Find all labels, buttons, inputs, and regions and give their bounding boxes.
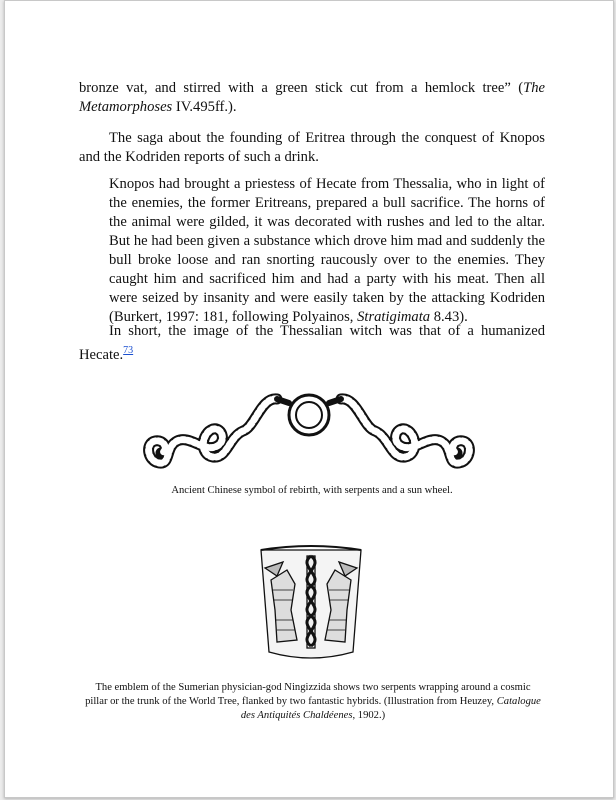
ningizzida-emblem-illustration — [247, 540, 375, 668]
paragraph-text: The saga about the founding of Eritrea through the conquest of Knopos and the Kodriden reports of such a drink. — [79, 130, 545, 165]
work-title: Stratigimata — [357, 309, 431, 325]
paragraph-text: IV.495ff.). — [172, 99, 237, 115]
document-page — [4, 0, 614, 798]
work-title: The Metamorphoses — [79, 80, 545, 115]
block-quote — [109, 175, 545, 327]
serpent-sun-wheel-illustration — [143, 387, 475, 477]
figure-2-caption: The emblem of the Sumerian physician-god Ningizzida shows two serpents wrapping around a cosmic pillar or the trunk of the World Tree, flanked by two fantastic hybrids. (Illustration from Heuzey, Catalogue des Antiquités Chaldéenes, 1902.) — [85, 682, 541, 721]
paragraph-text: In short, the image of the Thessalian witch was that of a humanized Hecate. — [79, 323, 545, 363]
catalogue-title: Catalogue des Antiquités Chaldéenes — [240, 696, 541, 721]
paragraph-summary — [79, 322, 545, 365]
quote-text: 8.43). — [430, 309, 468, 325]
paragraph-continuation — [79, 79, 545, 117]
quote-text: Knopos had brought a priestess of Hecate from Thessalia, who in light of the enemies, the former Eritreans, prepared a bull sacrifice. The horns of the animal were gilded, it was decorated with rushes and led to the altar. But he had been given a substance which drove him mad and suddenly the bull broke loose and ran snorting raucously over to the enemies. They caught him and sacrificed him and had a party with his meat. Then all were seized by insanity and were easily taken by the attacking Kodriden (Burkert, 1997: 181, following Polyainos, — [109, 176, 545, 325]
footnote-link[interactable]: 73 — [123, 345, 134, 356]
paragraph-saga — [79, 129, 545, 167]
paragraph-text: bronze vat, and stirred with a green stick cut from a hemlock tree” ( — [79, 80, 524, 96]
figure-1-caption: Ancient Chinese symbol of rebirth, with serpents and a sun wheel. — [171, 485, 453, 496]
